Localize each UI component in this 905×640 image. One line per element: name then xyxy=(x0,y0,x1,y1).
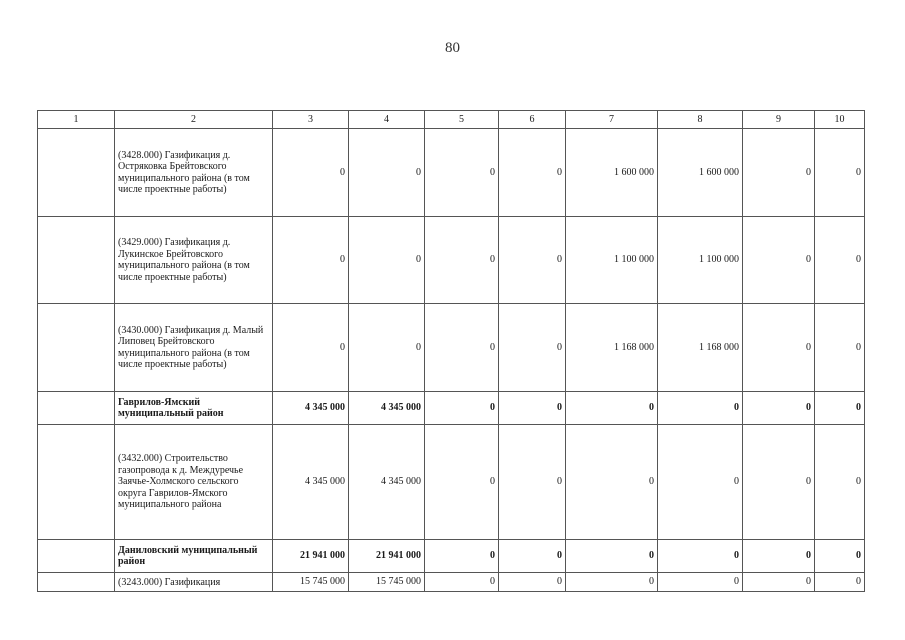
value-cell: 0 xyxy=(815,573,865,592)
column-header: 3 xyxy=(273,111,349,129)
value-cell: 0 xyxy=(658,540,743,573)
subtotal-row xyxy=(38,540,865,573)
value-cell: 0 xyxy=(566,573,658,592)
value-cell: 0 xyxy=(425,217,499,304)
row-name-cell: (3429.000) Газификация д. Лукинское Брейтовского муниципального района (в том числе проектные работы) xyxy=(115,217,273,304)
table-row xyxy=(38,425,865,540)
value-cell: 0 xyxy=(815,425,865,540)
value-cell: 0 xyxy=(425,540,499,573)
value-cell: 0 xyxy=(425,392,499,425)
value-cell: 0 xyxy=(273,129,349,217)
row-name-cell: Гаврилов-Ямский муниципальный район xyxy=(115,392,273,425)
value-cell: 0 xyxy=(743,304,815,392)
value-cell: 0 xyxy=(743,129,815,217)
row-name-cell: (3428.000) Газификация д. Остряковка Брейтовского муниципального района (в том числе проектные работы) xyxy=(115,129,273,217)
value-cell: 1 600 000 xyxy=(566,129,658,217)
value-cell: 0 xyxy=(566,425,658,540)
value-cell: 0 xyxy=(499,573,566,592)
value-cell: 0 xyxy=(658,392,743,425)
value-cell: 0 xyxy=(499,425,566,540)
column-header: 2 xyxy=(115,111,273,129)
value-cell: 0 xyxy=(425,573,499,592)
value-cell: 0 xyxy=(273,304,349,392)
value-cell: 1 168 000 xyxy=(566,304,658,392)
value-cell: 0 xyxy=(349,304,425,392)
value-cell: 0 xyxy=(499,217,566,304)
row-code-cell xyxy=(38,540,115,573)
value-cell: 0 xyxy=(425,304,499,392)
header-row xyxy=(38,111,865,129)
value-cell: 0 xyxy=(499,540,566,573)
value-cell: 0 xyxy=(499,304,566,392)
value-cell: 0 xyxy=(658,573,743,592)
value-cell: 1 600 000 xyxy=(658,129,743,217)
table-row xyxy=(38,129,865,217)
value-cell: 0 xyxy=(499,129,566,217)
value-cell: 4 345 000 xyxy=(349,425,425,540)
value-cell: 15 745 000 xyxy=(273,573,349,592)
column-header: 4 xyxy=(349,111,425,129)
value-cell: 21 941 000 xyxy=(349,540,425,573)
row-code-cell xyxy=(38,217,115,304)
column-header: 8 xyxy=(658,111,743,129)
value-cell: 0 xyxy=(349,217,425,304)
row-code-cell xyxy=(38,392,115,425)
value-cell: 21 941 000 xyxy=(273,540,349,573)
value-cell: 0 xyxy=(349,129,425,217)
row-code-cell xyxy=(38,573,115,592)
table-row xyxy=(38,217,865,304)
value-cell: 1 100 000 xyxy=(566,217,658,304)
column-header: 9 xyxy=(743,111,815,129)
row-name-cell: Даниловский муниципальный район xyxy=(115,540,273,573)
value-cell: 0 xyxy=(743,392,815,425)
value-cell: 0 xyxy=(658,425,743,540)
value-cell: 4 345 000 xyxy=(349,392,425,425)
value-cell: 0 xyxy=(566,392,658,425)
value-cell: 0 xyxy=(743,217,815,304)
value-cell: 0 xyxy=(499,392,566,425)
value-cell: 0 xyxy=(815,540,865,573)
value-cell: 0 xyxy=(273,217,349,304)
value-cell: 0 xyxy=(743,573,815,592)
row-name-cell: (3432.000) Строительство газопровода к д. Междуречье Заячье-Холмского сельского округа Гаврилов-Ямского муниципального района xyxy=(115,425,273,540)
row-name-cell: (3243.000) Газификация xyxy=(115,573,273,592)
value-cell: 4 345 000 xyxy=(273,392,349,425)
value-cell: 0 xyxy=(815,392,865,425)
value-cell: 4 345 000 xyxy=(273,425,349,540)
column-header: 10 xyxy=(815,111,865,129)
subtotal-row xyxy=(38,392,865,425)
value-cell: 0 xyxy=(815,217,865,304)
value-cell: 15 745 000 xyxy=(349,573,425,592)
page-number: 80 xyxy=(445,40,460,56)
value-cell: 0 xyxy=(815,129,865,217)
value-cell: 1 168 000 xyxy=(658,304,743,392)
value-cell: 0 xyxy=(566,540,658,573)
value-cell: 0 xyxy=(743,425,815,540)
column-header: 5 xyxy=(425,111,499,129)
table-row xyxy=(38,573,865,592)
value-cell: 0 xyxy=(743,540,815,573)
row-code-cell xyxy=(38,425,115,540)
value-cell: 1 100 000 xyxy=(658,217,743,304)
row-name-cell: (3430.000) Газификация д. Малый Липовец Брейтовского муниципального района (в том числе проектные работы) xyxy=(115,304,273,392)
row-code-cell xyxy=(38,304,115,392)
value-cell: 0 xyxy=(425,425,499,540)
column-header: 1 xyxy=(38,111,115,129)
column-header: 7 xyxy=(566,111,658,129)
value-cell: 0 xyxy=(425,129,499,217)
row-code-cell xyxy=(38,129,115,217)
value-cell: 0 xyxy=(815,304,865,392)
table-row xyxy=(38,304,865,392)
column-header: 6 xyxy=(499,111,566,129)
budget-table xyxy=(37,110,865,592)
